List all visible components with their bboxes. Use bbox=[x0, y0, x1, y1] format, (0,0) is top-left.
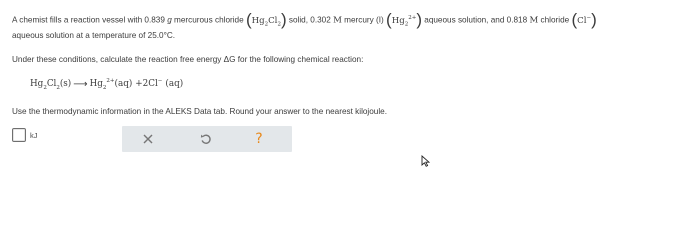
answer-row bbox=[12, 126, 38, 144]
problem-line-2: aqueous solution at a temperature of 25.0°C. bbox=[12, 31, 176, 40]
answer-unit-label: kJ bbox=[30, 130, 38, 140]
close-paren: ) bbox=[416, 10, 422, 29]
reaction-equation bbox=[30, 72, 183, 96]
unit-molar-1: M bbox=[333, 15, 342, 26]
clear-button[interactable] bbox=[128, 126, 168, 152]
answer-toolbar bbox=[122, 126, 292, 152]
mouse-cursor-icon bbox=[421, 155, 430, 167]
text-mercury: mercury bbox=[344, 15, 374, 25]
text-chloride: chloride bbox=[540, 15, 570, 25]
reaction-arrow: ⟶ bbox=[73, 78, 88, 90]
open-paren: ( bbox=[386, 10, 392, 29]
formula-hg2cl2: $Hg_2Cl_2$ bbox=[251, 15, 281, 28]
problem-line-1 bbox=[12, 12, 597, 29]
formula-cl-ion: Cl− bbox=[577, 14, 592, 26]
reactant-hg2cl2: $Hg_2Cl_2(s)$ bbox=[30, 79, 72, 91]
formula-hg2-ion: $Hg_2^{2+}$ bbox=[391, 14, 417, 28]
unit-grams: g bbox=[167, 15, 172, 25]
problem-line-3: Under these conditions, calculate the reaction free energy ΔG for the following chemical reaction: bbox=[12, 55, 364, 64]
help-button[interactable] bbox=[239, 126, 279, 152]
text-solid-conc: solid, 0.302 bbox=[288, 15, 331, 25]
open-paren: ( bbox=[245, 10, 252, 29]
problem-line-instructions: Use the thermodynamic information in the ALEKS Data tab. Round your answer to the nearest kilojoule. bbox=[12, 107, 388, 116]
close-paren: ) bbox=[591, 10, 597, 29]
product-hg2-ion: $Hg_2^{2+}(aq)$ bbox=[89, 78, 133, 91]
text-aqueous-solution: aqueous solution, and 0.818 bbox=[424, 15, 528, 25]
undo-icon bbox=[200, 133, 212, 145]
text-oxidation-state: (I) bbox=[376, 15, 384, 25]
unit-molar-2: M bbox=[529, 15, 539, 26]
product-cl-ion: 2Cl− (aq) bbox=[142, 78, 184, 89]
answer-input[interactable] bbox=[12, 128, 26, 142]
plus-sign: + bbox=[135, 79, 143, 89]
text-chemist-fills: A chemist fills a reaction vessel with 0.839 bbox=[12, 15, 165, 25]
x-icon bbox=[143, 134, 153, 144]
close-paren: ) bbox=[280, 10, 287, 29]
question-mark-icon: ? bbox=[255, 131, 263, 147]
text-mercurous-chloride: mercurous chloride bbox=[174, 15, 244, 25]
undo-button[interactable] bbox=[186, 126, 226, 152]
open-paren: ( bbox=[571, 10, 578, 29]
